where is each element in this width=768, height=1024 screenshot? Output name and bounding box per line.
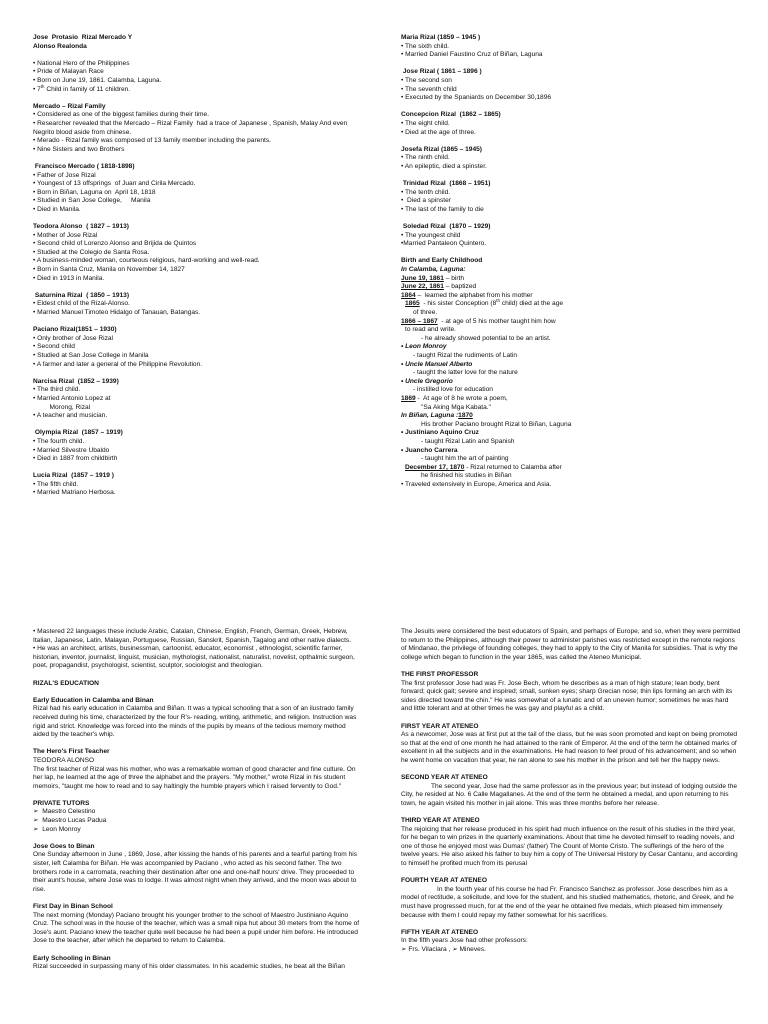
travel-line: • Traveled extensively in Europe, America and Asia.: [401, 480, 552, 488]
member-heading: Soledad Rizal (1870 – 1929): [401, 223, 491, 231]
first-teacher-heading: The Hero's First Teacher: [33, 748, 110, 756]
first-year-text: As a newcomer, Jose was at first put at the tail of the class, but he was soon promoted and kept on being promoted so that at the end of one month he had attained to the rank of Emperor. At the end of the term he obtained marks of excellent in all the subjects and in the examinations. He had reason to feel proud of his advancement; and so when he went home on vacation that year, he ran alone to see his mother in the prison and tell her the happy news.: [401, 731, 738, 764]
first-day-heading: First Day in Binan School: [33, 903, 113, 910]
member-detail: • Married Matriano Herbosa.: [33, 489, 116, 497]
line-1866-cont-b: - he already showed potential to be an artist.: [421, 334, 551, 342]
member-detail: • Studied at San Jose College in Manila: [33, 351, 149, 359]
first-year-heading: FIRST YEAR AT ATENEO: [401, 722, 479, 730]
member-heading: Saturnina Rizal ( 1850 – 1913): [33, 291, 130, 299]
member-detail: • Born on June 19, 1861. Calamba, Laguna.: [33, 76, 162, 84]
member-detail: • The eight child.: [401, 119, 450, 127]
member-detail: •Married Pantaleon Quintero.: [401, 240, 487, 248]
member-heading: Concepcion Rizal (1862 – 1865): [401, 111, 501, 119]
early-schooling-heading: Early Schooling in Binan: [33, 954, 111, 962]
member-detail: • A farmer and later a general of the Philippine Revolution.: [33, 360, 203, 368]
baptized-line: June 22, 1861 – baptized: [401, 283, 477, 291]
education-column-left: [33, 628, 363, 980]
member-detail: • Died in Manila.: [33, 205, 81, 213]
member-detail: • The tenth child.: [401, 188, 451, 196]
first-teacher-text: The first teacher of Rizal was his mother, who was a remarkable woman of good character and fine culture. On her lap, he learned at the age of three the alphabet and the prayers. "My mother," wrote Rizal in his student memoirs, "taught me how to read and to say haltingly the humble prayers which I raised fervently to God.": [33, 765, 356, 790]
early-schooling-text: Rizal succeeded in surpassing many of his older classmates. In his academic studies, he beat all the Biñan: [33, 963, 345, 971]
fifth-year-text: In the fifth years Jose had other professors:: [401, 937, 528, 945]
family-member-block: [33, 223, 363, 283]
fifth-year-heading: FIFTH YEAR AT ATENEO: [401, 928, 479, 936]
member-detail: • The third child.: [33, 386, 81, 394]
education-column-right: [401, 628, 741, 963]
member-detail: • An epileptic, died a spinster.: [401, 162, 487, 170]
member-detail: • National Hero of the Philippines: [33, 59, 130, 67]
tutor-item: ➢ Maestro Celestino: [33, 808, 96, 816]
tutor-leon-monroy-text: - taught Rizal the rudiments of Latin: [413, 351, 518, 359]
tutor-manuel-alberto-text: - taught the latter love for the nature: [413, 369, 518, 377]
member-detail: • Youngest of 13 offsprings of Juan and Cirila Mercado.: [33, 180, 196, 188]
first-teacher-name: TEODORA ALONSO: [33, 756, 95, 764]
member-detail: • Married Silvestre Ubaldo: [33, 446, 110, 454]
member-heading: Olympia Rizal (1857 – 1919): [33, 429, 123, 437]
tutor-item: ➢ Leon Monroy: [33, 825, 81, 833]
first-professor-text: The first professor Jose had was Fr. Jose Bech, whom he describes as a man of high stature; lean body, bent forward; quick gait; severe and inspired; small, sunken eyes; sharp Grecian nose; thin lips forming an arch with its sides directed toward the chin." He was somewhat of a lunatic and of an uneven humor; sometimes he was hard and little tolerant and at other times he was gay and playful as a child.: [401, 679, 733, 713]
family-member-block: [401, 68, 741, 102]
early-education-text: Rizal had his early education in Calamba and Biñan. It was a typical schooling that a son of an ilustrado family received during his time, characterized by the four R's- reading, writing, arithmetic, and religion. Instruction was rigid and strict. Knowledge was forced into the minds of the pupils by means of the tedious memory method aided by the teacher's whip.: [33, 705, 357, 739]
family-member-block: [33, 472, 363, 498]
line-1864: 1864 – learned the alphabet from his mother: [401, 291, 533, 299]
family-member-block: [401, 111, 741, 137]
tutor-manuel-alberto: • Uncle Manuel Alberto: [401, 360, 473, 368]
jesuits-paragraph: The Jesuits were considered the best educators of Spain, and perhaps of Europe, and so, when they were permitted to return to the Philippines, although their power to administer parishes was restricted except in the remote regions of Mindanao, the privilege of founding colleges, they had to apply to the City of Manila for subsidies. That is why the college which began to function in the year 1865, was called the Ateneo Municipal.: [401, 628, 741, 661]
dec-1870-line: December 17, 1870 - Rizal returned to Calamba after: [405, 463, 562, 471]
member-detail: • The seventh child: [401, 85, 457, 93]
member-heading: Narcisa Rizal (1852 – 1939): [33, 377, 119, 385]
birth-early-childhood: [401, 257, 741, 489]
member-heading: Teodora Alonso ( 1827 – 1913): [33, 223, 130, 231]
member-detail: • Researcher revealed that the Mercado – Rizal Family had a trace of Japanese , Spanish, Malay And even Negrito blood aside from chinese.: [33, 119, 350, 136]
binan-line: In Biñan, Laguna :1870: [401, 412, 473, 420]
member-detail: • Died a spinster: [401, 197, 451, 205]
member-detail: • Considered as one of the biggest families during their time.: [33, 111, 210, 119]
second-year-heading: SECOND YEAR AT ATENEO: [401, 774, 488, 782]
member-detail: • Died in 1887 from childbirth: [33, 455, 118, 463]
early-education-heading: Early Education in Calamba and Binan: [33, 696, 154, 704]
tutor-justiniano: • Justiniano Aquino Cruz: [401, 429, 479, 437]
family-member-block: [401, 34, 741, 60]
line-1866: 1866 – 1867 - at age of 5 his mother taught him how: [401, 317, 556, 325]
member-detail: • Only brother of Jose Rizal: [33, 334, 114, 342]
tutor-justiniano-text: - taught Rizal Latin and Spanish: [421, 437, 515, 445]
member-detail: • Executed by the Spaniards on December 30,1896: [401, 94, 552, 102]
member-heading: Maria Rizal (1859 – 1945 ): [401, 34, 481, 41]
family-member-block: [33, 429, 363, 463]
tutor-item: ➢ Maestro Lucas Padua: [33, 817, 107, 825]
member-detail: • Second child: [33, 343, 75, 351]
member-detail: • Mother of Jose Rizal: [33, 231, 98, 239]
tutor-leon-monroy: • Leon Monroy: [401, 343, 447, 351]
dec-1870-cont: he finished his studies in Biñan: [421, 472, 512, 480]
tutor-juancho: • Juancho Carrera: [401, 446, 458, 454]
professions-paragraph: • He was an architect, artists, businessman, cartoonist, educator, economist , ethnologist, scientific farmer, historian, inventor, journalist, linguist, musician, mythologist, nationalist, naturalist, novelist, opthalmic surgeon, poet, propagandist, psychologist, scientist, sculptor, sociologist and theologian.: [33, 645, 355, 670]
member-detail: • The fifth child.: [33, 480, 79, 488]
line-1869: 1869 - At age of 8 he wrote a poem,: [401, 394, 508, 402]
member-detail: • Studied in San Jose College, Manila: [33, 197, 151, 205]
member-detail: • Died at the age of three.: [401, 128, 476, 136]
second-year-text: The second year, Jose had the same professor as in the previous year; but instead of lodging outside the City, he resided at No. 6 Calle Magallanes. At the end of the term he obtained a medal, and upon returning to his town, he again visited his mother in jail alone. This was three months before her release.: [401, 782, 738, 807]
family-member-block: [401, 146, 741, 172]
family-member-block: [33, 326, 363, 369]
member-detail: • Born in Biñan, Laguna on April 18, 1818: [33, 188, 156, 196]
family-member-block: [33, 103, 363, 155]
member-detail: • Died in 1913 in Manila.: [33, 274, 105, 282]
line-1865-cont: of three.: [413, 309, 438, 316]
member-detail: • Studied at the Colegio de Santa Rosa.: [33, 248, 150, 256]
goes-to-binan-heading: Jose Goes to Binan: [33, 842, 95, 850]
member-detail: • The fourth child.: [33, 437, 85, 445]
member-detail: • The ninth child.: [401, 154, 450, 162]
third-year-heading: THIRD YEAR AT ATENEO: [401, 817, 480, 825]
family-column-right: [401, 34, 741, 498]
member-detail: • Second child of Lorenzo Alonso and Brijida de Quintos: [33, 240, 197, 248]
family-member-block: [33, 60, 363, 94]
third-year-text: The rejoicing that her release produced in his spirit had much influence on the result of his studies in the third year, for he began to win prizes in the quarterly examinations. About that time he devoted himself to reading novels, and one of those he enjoyed most was Dumas' (father) The Count of Monte Cristo. The sufferings of the hero of the twelve years. He also asked his father to buy him a copy of The Universal History by Cesar Cantanu, and according to himself he profited much from its perusal: [401, 825, 738, 868]
fifth-year-professors: ➢ Frs. Vilaclara , ➢ Mineves.: [401, 945, 486, 953]
line-1866-cont-a: to read and write.: [405, 326, 456, 334]
member-detail: • Married Antonio Lopez at: [33, 394, 111, 402]
calamba-place: In Calamba, Laguna:: [401, 266, 466, 274]
member-detail: • A business-minded woman, courteous religious, hard-working and well-read.: [33, 257, 260, 265]
family-member-block: [401, 223, 741, 249]
member-detail: • Eldest child of the Rizal-Alonso.: [33, 300, 130, 308]
member-heading: Francisco Mercado ( 1818-1898): [33, 162, 135, 170]
member-detail: • Father of Jose Rizal: [33, 171, 96, 179]
private-tutors-heading: PRIVATE TUTORS: [33, 799, 90, 807]
member-heading: Jose Protasio Rizal Mercado Y Alonso Realonda: [33, 34, 133, 50]
member-detail: • The youngest child: [401, 231, 461, 239]
tutor-gregorio: • Uncle Gregorio: [401, 377, 453, 385]
family-member-block: [401, 180, 741, 214]
fourth-year-heading: FOURTH YEAR AT ATENEO: [401, 877, 487, 885]
member-detail: • Married Daniel Faustino Cruz of Biñan, Laguna: [401, 51, 543, 59]
birth-line: June 19, 1861 – birth: [401, 274, 465, 282]
member-heading: Mercado – Rizal Family: [33, 102, 106, 110]
goes-to-binan-text: One Sunday afternoon in June , 1869, Jose, after kissing the hands of his parents and a tearful parting from his sister, left Calamba for Biñan. He was accompanied by Paciano , who acted as his second father. The two brothers rode in a carromata, reaching their destination after one and one-half hours' drive. They proceeded to their aunt's house, where Jose was to lodge. It was almost night when they arrived, and the moon was about to rise.: [33, 851, 358, 893]
first-professor-heading: THE FIRST PROFESSOR: [401, 670, 479, 678]
member-detail: Morong, Rizal: [33, 403, 91, 411]
member-detail: • The last of the family to die: [401, 205, 484, 213]
member-detail: • Merado - Rizal family was composed of 13 family member including the parents.: [33, 137, 271, 145]
line-1865: 1865 - his sister Conception (8th child) died at the age: [405, 298, 563, 308]
family-column-left: [33, 34, 363, 507]
education-heading: RIZAL'S EDUCATION: [33, 679, 99, 687]
family-member-block: [33, 163, 363, 215]
member-detail: • The sixth child.: [401, 42, 449, 50]
poem-title: "Sa Aking Mga Kabata.": [421, 403, 491, 411]
languages-paragraph: • Mastered 22 languages these include Arabic, Catalan, Chinese, English, French, German, Greek, Hebrew, Italian, Japanese, Latin, Malayan, Portuguese, Russian, Sanskrit, Spanish, Tagalog and other native dialects.: [33, 628, 352, 644]
tutor-gregorio-text: - instilled love for education: [413, 386, 493, 394]
member-detail: • Pride of Malayan Race: [33, 68, 104, 76]
member-detail: • Married Manuel Timoteo Hidalgo of Tanauan, Batangas.: [33, 309, 201, 316]
member-heading: Jose Rizal ( 1861 – 1896 ): [401, 68, 482, 76]
tutor-juancho-text: - taught him the art of painting: [421, 455, 509, 463]
birth-heading: Birth and Early Childhood: [401, 257, 483, 265]
family-member-block: [33, 378, 363, 421]
member-detail: • Born in Santa Cruz, Manila on November 14, 1827: [33, 266, 185, 274]
binan-text: His brother Paciano brought Rizal to Biñan, Laguna: [421, 420, 572, 428]
member-heading: Josefa Rizal (1865 – 1945): [401, 145, 483, 153]
member-detail: • 7th Child in family of 11 children.: [33, 83, 131, 93]
fourth-year-text: In the fourth year of his course he had Fr. Francisco Sanchez as professor. Jose describes him as a model of rectitude, a solicitude, and love for the student, and his studied mathematics, rhetoric, and Greek, and he must have progressed much, for at the end of the year he obtained five medals, which pleased him immensely because with them I could repay my father somewhat for his sacrifices.: [401, 885, 734, 919]
member-heading: Trinidad Rizal (1868 – 1951): [401, 180, 491, 188]
family-member-block: [33, 34, 363, 51]
member-detail: • Nine Sisters and two Brothers: [33, 145, 125, 153]
member-detail: • The second son: [401, 76, 452, 84]
member-heading: Lucia Rizal (1857 – 1919 ): [33, 472, 114, 480]
family-member-block: [33, 292, 363, 318]
first-day-text: The next morning (Monday) Paciano brought his younger brother to the school of Maestro Justiniano Aquino Cruz. The school was in the house of the teacher, which was a small nipa hut about 30 meters from the home of Jose's aunt. Paciano knew the teacher quite well because he had been a pupil under him before. He introduced Jose to the teacher, after which he departed to return to Calamba.: [33, 911, 360, 945]
member-detail: • A teacher and musician.: [33, 412, 108, 420]
member-heading: Paciano Rizal(1851 – 1930): [33, 326, 117, 334]
